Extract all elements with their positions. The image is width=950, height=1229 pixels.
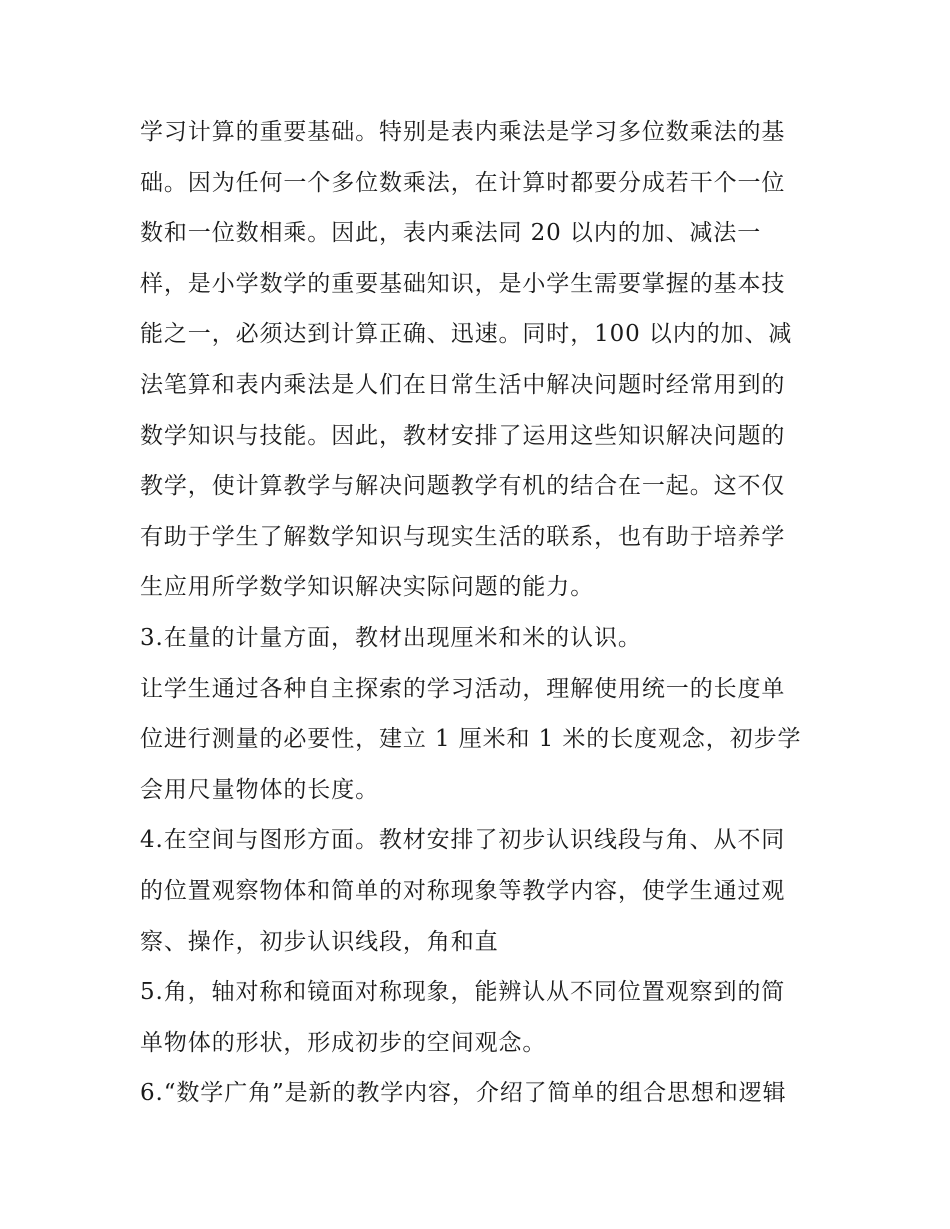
text-line: 础。因为任何一个多位数乘法，在计算时都要分成若干个一位	[140, 169, 786, 196]
text-line: 位进行测量的必要性，建立 1 厘米和 1 米的长度观念，初步学	[140, 726, 802, 753]
text-line: 数学知识与技能。因此，教材安排了运用这些知识解决问题的	[140, 422, 786, 449]
text-line: 学习计算的重要基础。特别是表内乘法是学习多位数乘法的基	[140, 119, 786, 145]
text-line: 的位置观察物体和简单的对称现象等教学内容，使学生通过观	[140, 877, 786, 904]
text-line: 样，是小学数学的重要基础知识，是小学生需要掌握的基本技	[140, 270, 786, 297]
section-heading-3: 3.在量的计量方面，教材出现厘米和米的认识。	[140, 624, 642, 651]
text-line: 教学，使计算教学与解决问题教学有机的结合在一起。这不仅	[140, 473, 786, 500]
text-line: 数和一位数相乘。因此，表内乘法同 20 以内的加、减法一	[140, 220, 762, 247]
text-line: 有助于学生了解数学知识与现实生活的联系，也有助于培养学	[140, 523, 786, 550]
section-heading-6: 6.“数学广角”是新的教学内容，介绍了简单的组合思想和逻辑	[140, 1080, 787, 1107]
text-line: 能之一，必须达到计算正确、迅速。同时，100 以内的加、减	[140, 321, 793, 348]
text-line: 法笔算和表内乘法是人们在日常生活中解决问题时经常用到的	[140, 371, 786, 398]
text-line: 生应用所学数学知识解决实际问题的能力。	[140, 574, 595, 601]
body-text	[140, 107, 830, 1119]
section-heading-5: 5.角，轴对称和镜面对称现象，能辨认从不同位置观察到的简	[140, 979, 786, 1006]
section-heading-4: 4.在空间与图形方面。教材安排了初步认识线段与角、从不同	[140, 827, 786, 854]
text-line: 察、操作，初步认识线段，角和直	[140, 928, 499, 955]
text-line: 让学生通过各种自主探索的学习活动，理解使用统一的长度单	[140, 675, 786, 702]
text-line: 会用尺量物体的长度。	[140, 776, 379, 803]
text-line: 单物体的形状，形成初步的空间观念。	[140, 1029, 547, 1056]
